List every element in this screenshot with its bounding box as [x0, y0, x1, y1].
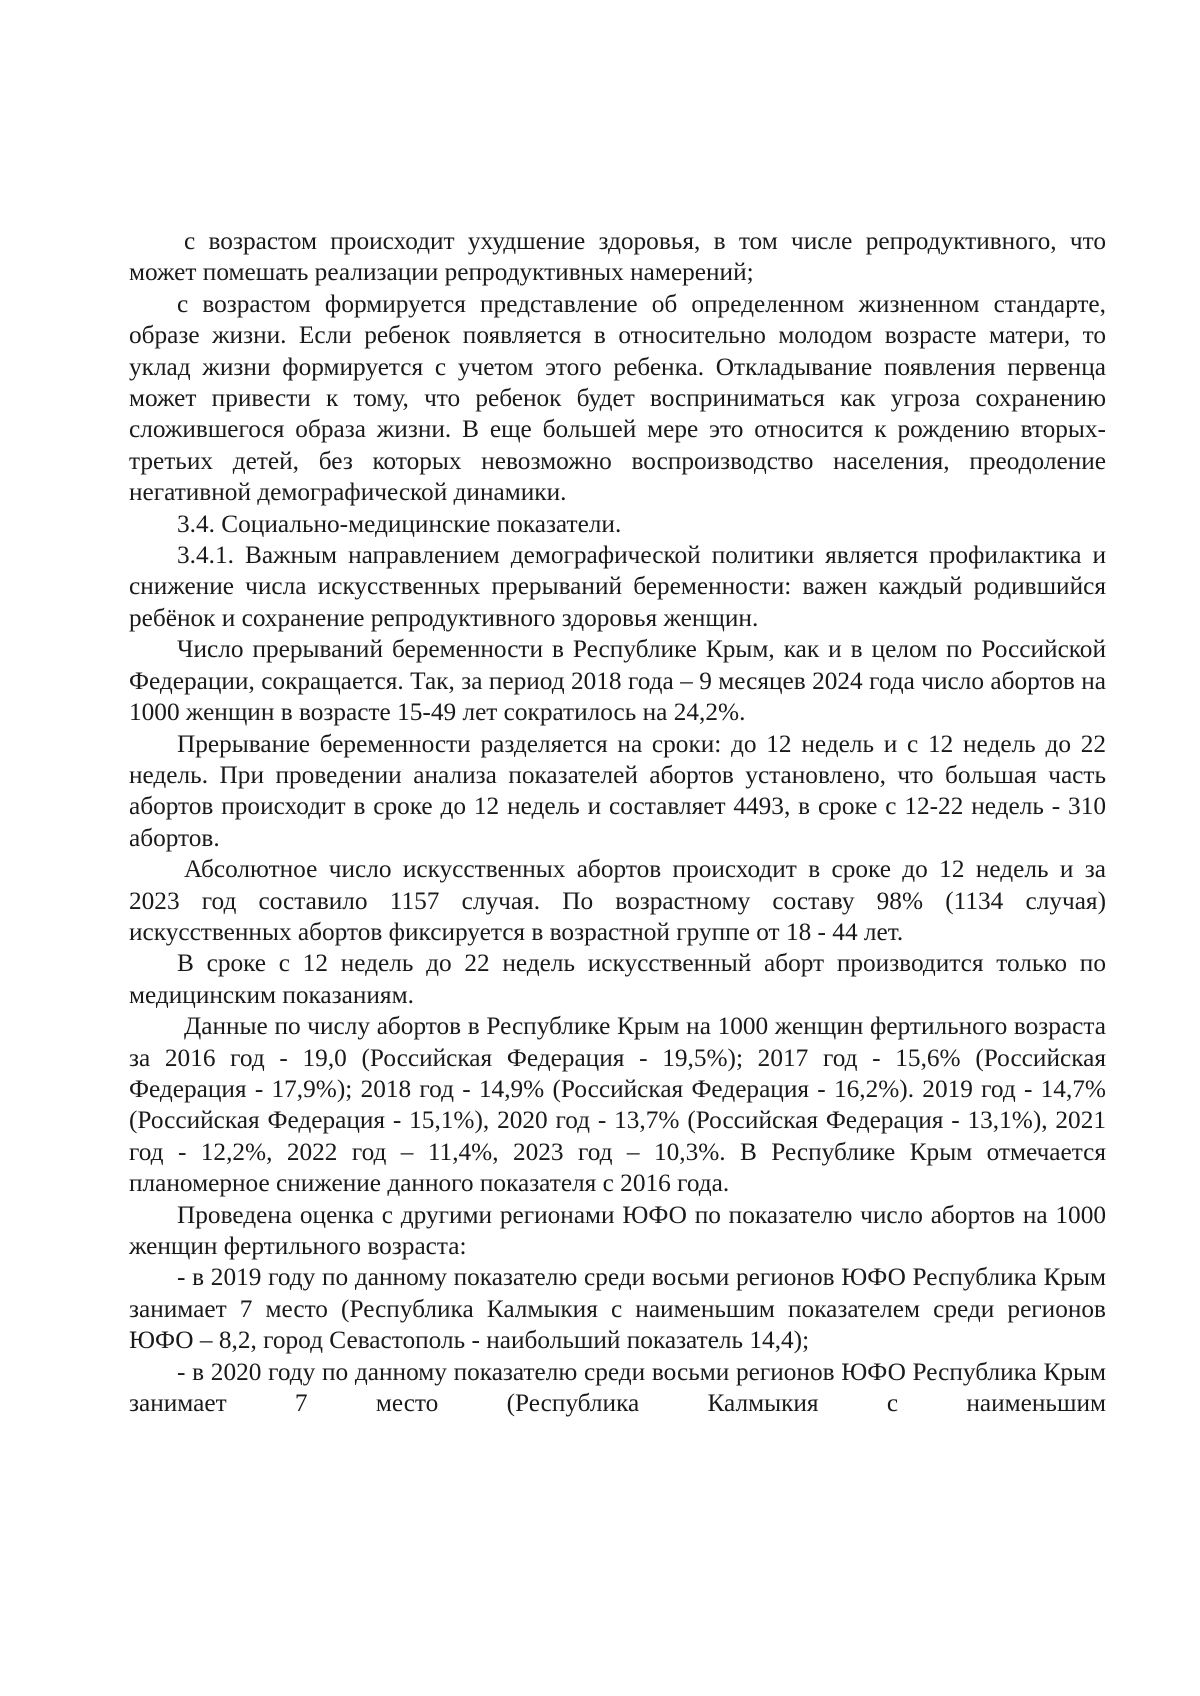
section-heading-3-4: 3.4. Социально-медицинские показатели. [177, 509, 622, 538]
paragraph-absolute-number: Абсолютное число искусственных абортов происходит в сроке до 12 недель и за 2023 год составило 1157 случая. По возрастному составу 98% (1134 случая) искусственных абортов фиксируется в возрастной группе от 18 - 44 лет. [129, 855, 1106, 946]
list-item-2019: - в 2019 году по данному показателю среди восьми регионов ЮФО Республика Крым занимает 7 место (Республика Калмыкия с наименьшим показателем среди регионов ЮФО – 8,2, город Севастополь - наибольший показатель 14,4); [129, 1263, 1106, 1355]
paragraph-yearly-data: Данные по числу абортов в Республике Крым на 1000 женщин фертильного возраста за 2016 год - 19,0 (Российская Федерация - 19,5%); 2017 год - 15,6% (Российская Федерация - 17,9%); 2018 год - 14,9% (Российская Федерация - 16,2%). 2019 год - 14,7% (Российская Федерация - 15,1%), 2020 год - 13,7% (Российская Федерация - 13,1%), 2021 год - 12,2%, 2022 год – 11,4%, 2023 год – 10,3%. В Республике Крым отмечается планомерное снижение данного показателя с 2016 года. [129, 1012, 1106, 1198]
list-item-2020: - в 2020 году по данному показателю среди восьми регионов ЮФО Республика Крым занимает 7 место (Республика Калмыкия с наименьшим [129, 1357, 1106, 1418]
paragraph-health-decline: с возрастом происходит ухудшение здоровья, в том числе репродуктивного, что может помешать реализации репродуктивных намерений; [129, 227, 1106, 287]
paragraph-medical-indications: В сроке с 12 недель до 22 недель искусственный аборт производится только по медицинским показаниям. [129, 949, 1106, 1009]
paragraph-3-4-1: 3.4.1. Важным направлением демографической политики является профилактика и снижение числа искусственных прерываний беременности: важен каждый родившийся ребёнок и сохранение репродуктивного здоровья женщин. [129, 541, 1106, 632]
paragraph-abortion-decline: Число прерываний беременности в Республике Крым, как и в целом по Российской Федерации, сокращается. Так, за период 2018 года – 9 месяцев 2024 года число абортов на 1000 женщин в возрасте 15-49 лет сократилось на 24,2%. [129, 635, 1106, 727]
paragraph-regional-comparison: Проведена оценка с другими регионами ЮФО по показателю число абортов на 1000 женщин фертильного возраста: [129, 1200, 1106, 1260]
paragraph-lifestyle-standard: с возрастом формируется представление об определенном жизненном стандарте, образе жизни. Если ребенок появляется в относительно молодом возрасте матери, то уклад жизни формируется с учетом этого ребенка. Откладывание появления первенца может привести к тому, что ребенок будет восприниматься как угроза сохранению сложившегося образа жизни. В еще большей мере это относится к рождению вторых-третьих детей, без которых невозможно воспроизводство населения, преодоление негативной демографической динамики. [129, 289, 1106, 507]
document-body [129, 226, 1106, 1419]
paragraph-terms: Прерывание беременности разделяется на сроки: до 12 недель и с 12 недель до 22 недель. При проведении анализа показателей абортов установлено, что большая часть абортов происходит в сроке до 12 недель и составляет 4493, в сроке с 12-22 недель - 310 абортов. [129, 729, 1106, 852]
